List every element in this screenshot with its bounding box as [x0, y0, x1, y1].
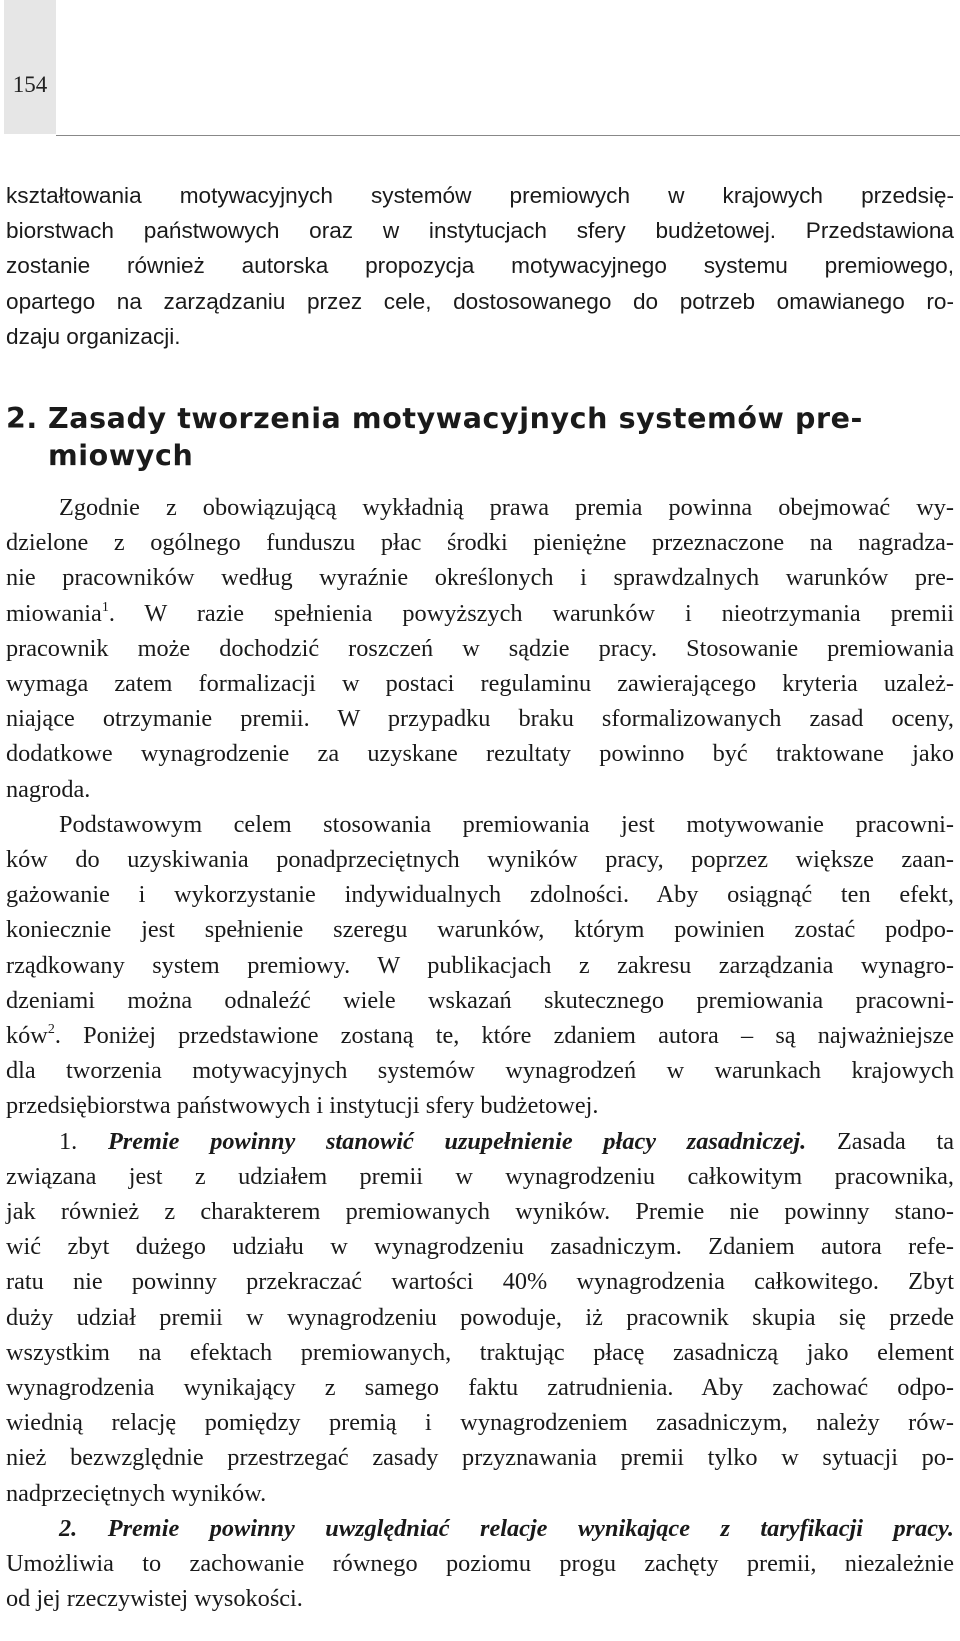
main-body: [6, 490, 954, 1617]
section-title-line-2: miowych: [48, 439, 194, 472]
header-rule: [56, 135, 960, 136]
text-line: nagroda.: [6, 775, 91, 803]
text-line: koniecznie jest spełnienie szeregu warunków, którym powinien zostać podpo-: [6, 916, 954, 944]
section-number: 2.: [6, 402, 38, 435]
section-title-line-1: Zasady tworzenia motywacyjnych systemów pre-: [48, 402, 863, 435]
text-line: wymaga zatem formalizacji w postaci regulaminu zawierającego kryteria uzależ-: [6, 670, 954, 698]
text-line: niające otrzymanie premii. W przypadku braku sformalizowanych zasad oceny,: [6, 705, 954, 733]
text-line: od jej rzeczywistej wysokości.: [6, 1585, 303, 1613]
text-line: pracownik może dochodzić roszczeń w sądzie pracy. Stosowanie premiowania: [6, 634, 954, 662]
paragraph-2: [6, 807, 954, 1124]
text-fragment: ków: [6, 1022, 48, 1050]
text-line: dzielone z ogólnego funduszu płac środki pieniężne przeznaczone na nagradza-: [6, 529, 954, 557]
text-line: opartego na zarządzaniu przez cele, dostosowanego do potrzeb omawianego ro-: [6, 288, 954, 314]
text-fragment: . W razie spełnienia powyższych warunków i nieotrzymania premii: [108, 599, 954, 627]
text-line: zostanie również autorska propozycja motywacyjnego systemu premiowego,: [6, 253, 954, 279]
principle-title: 2. Premie powinny uwzględniać relacje wynikające z taryfikacji pracy.: [59, 1514, 954, 1542]
text-line: wiednią relację pomiędzy premią i wynagrodzeniem zasadniczym, należy rów-: [6, 1409, 954, 1437]
text-line: [6, 1018, 954, 1053]
text-line: związana jest z udziałem premii w wynagrodzeniu całkowitym pracownika,: [6, 1162, 954, 1190]
text-line: dzaju organizacji.: [6, 323, 181, 349]
footnote-ref-1[interactable]: 1: [101, 599, 109, 615]
text-line: wynagrodzenia wynikający z samego faktu zatrudnienia. Aby zachować odpo-: [6, 1374, 954, 1402]
text-line: nież bezwzględnie przestrzegać zasady przyznawania premii tylko w sytuacji po-: [6, 1444, 954, 1472]
text-line: przedsiębiorstwa państwowych i instytucji sfery budżetowej.: [6, 1092, 599, 1120]
text-line: Podstawowym celem stosowania premiowania jest motywowanie pracowni-: [59, 810, 954, 838]
text-line: dodatkowe wynagrodzenie za uzyskane rezultaty powinno być traktowane jako: [6, 740, 954, 768]
text-line: wszystkim na efektach premiowanych, traktując płacę zasadniczą jako element: [6, 1338, 954, 1366]
text-line: nie pracowników według wyraźnie określonych i sprawdzalnych warunków pre-: [6, 564, 954, 592]
text-line: ratu nie powinny przekraczać wartości 40% wynagrodzenia całkowitego. Zbyt: [6, 1268, 954, 1296]
text-line: dzeniami można odnaleźć wiele wskazań skutecznego premiowania pracowni-: [6, 986, 954, 1014]
section-heading: [6, 400, 954, 474]
text-line: [6, 596, 954, 631]
text-line: ków do uzyskiwania ponadprzeciętnych wyników pracy, poprzez większe zaan-: [6, 846, 954, 874]
page-number: 154: [12, 72, 48, 97]
text-line: duży udział premii w wynagrodzeniu powoduje, iż pracownik skupia się przede: [6, 1303, 954, 1331]
paragraph-3: [6, 1124, 954, 1511]
text-line: biorstwach państwowych oraz w instytucjach sfery budżetowej. Przedstawiona: [6, 218, 954, 244]
text-line: dla tworzenia motywacyjnych systemów wynagrodzeń w warunkach krajowych: [6, 1057, 954, 1085]
list-number: 1.: [59, 1127, 108, 1155]
paragraph-4: [6, 1511, 954, 1617]
text-fragment: Zasada ta: [806, 1127, 955, 1155]
text-line: kształtowania motywacyjnych systemów premiowych w krajowych przedsię-: [6, 183, 954, 208]
text-line: nadprzeciętnych wyników.: [6, 1479, 267, 1507]
intro-paragraph: [6, 178, 954, 354]
text-line: Umożliwia to zachowanie równego poziomu progu zachęty premii, niezależnie: [6, 1550, 954, 1578]
text-line: Zgodnie z obowiązującą wykładnią prawa premia powinna obejmować wy-: [59, 494, 954, 521]
text-fragment: miowania: [6, 599, 102, 627]
text-fragment: . Poniżej przedstawione zostaną te, które zdaniem autora – są najważniejsze: [54, 1022, 954, 1050]
paragraph-1: [6, 490, 954, 807]
footnote-ref-2[interactable]: 2: [47, 1022, 55, 1038]
text-line: rządkowany system premiowy. W publikacjach z zakresu zarządzania wynagro-: [6, 951, 954, 979]
text-line: wić zbyt dużego udziału w wynagrodzeniu zasadniczym. Zdaniem autora refe-: [6, 1233, 954, 1261]
principle-title: Premie powinny stanowić uzupełnienie płacy zasadniczej.: [107, 1127, 807, 1155]
text-line: jak również z charakterem premiowanych wyników. Premie nie powinny stano-: [6, 1198, 954, 1226]
text-line: gażowanie i wykorzystanie indywidualnych zdolności. Aby osiągnąć ten efekt,: [6, 881, 954, 909]
text-line: [6, 1124, 954, 1159]
page-number-tab: [4, 0, 56, 134]
